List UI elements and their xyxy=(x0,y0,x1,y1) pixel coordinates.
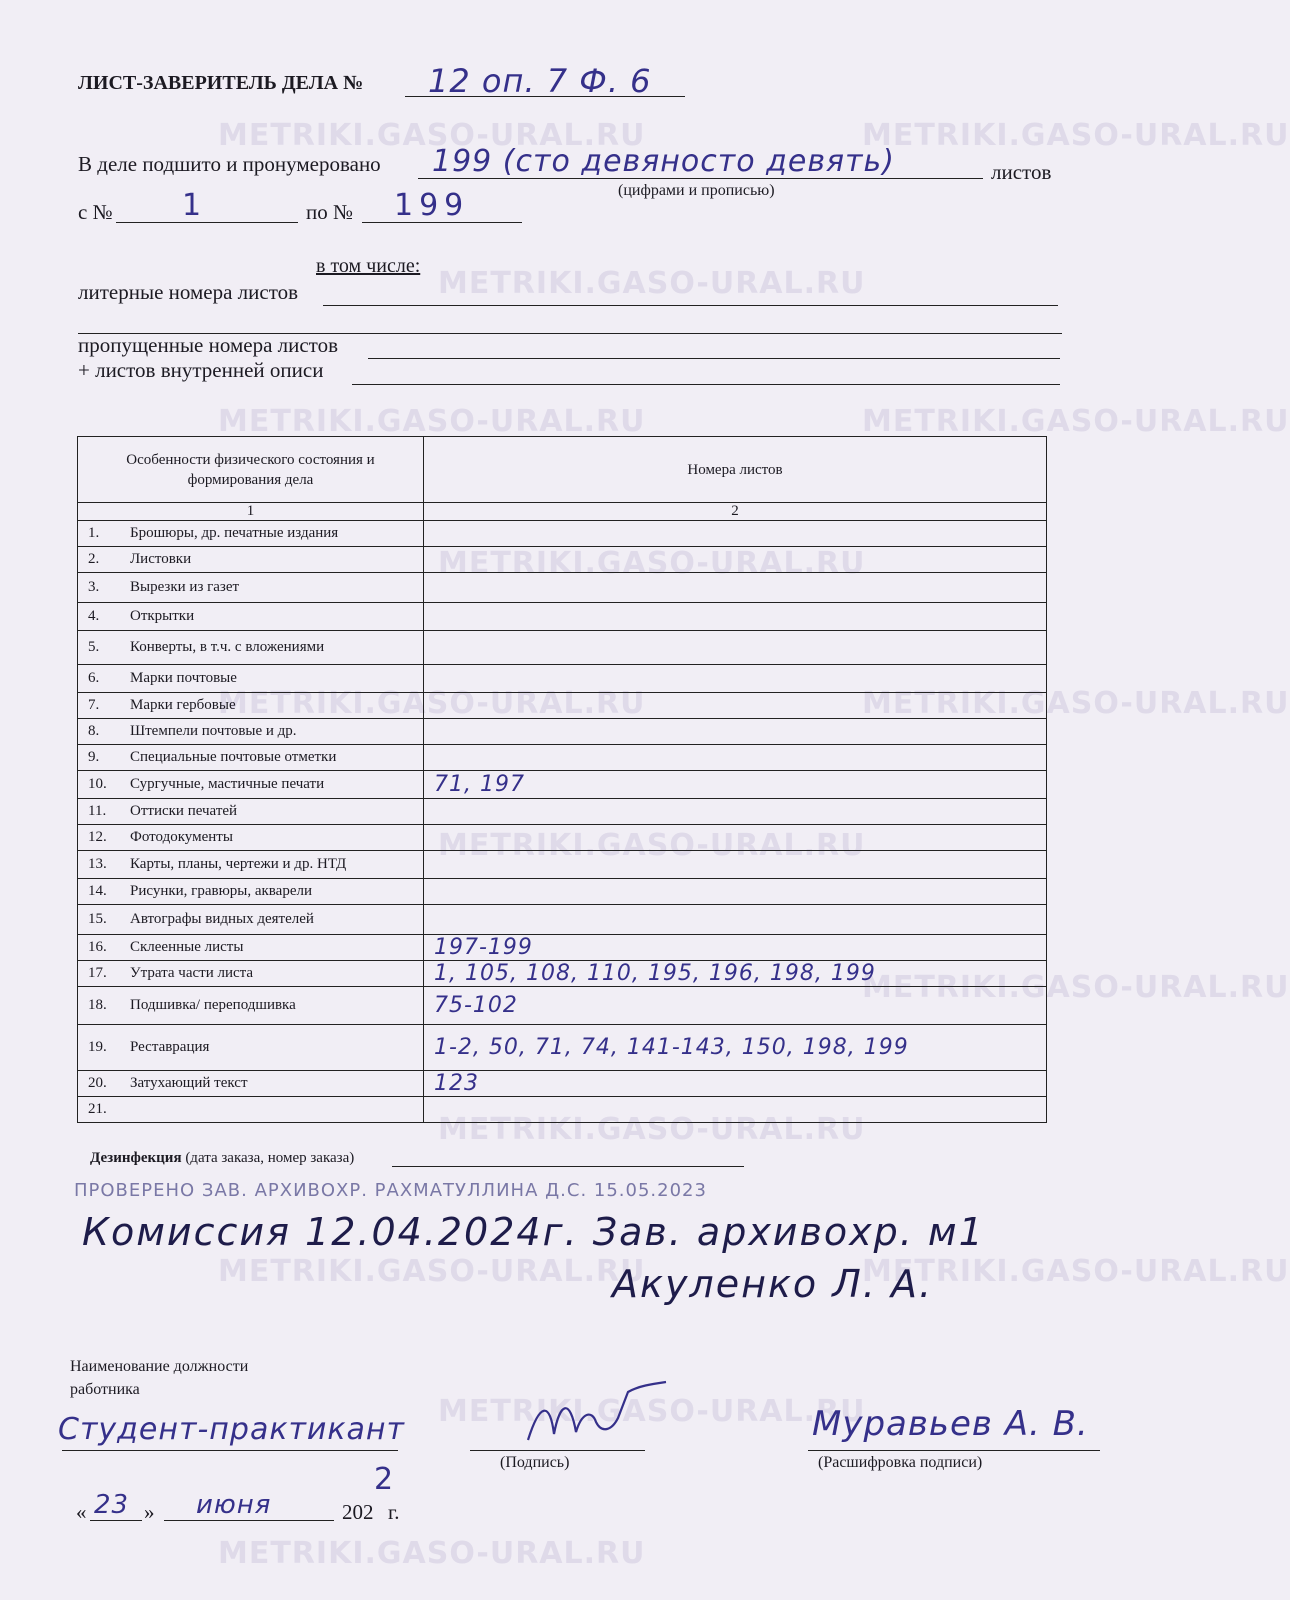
from-label: с № xyxy=(78,200,113,224)
feature-label: Оттиски печатей xyxy=(130,803,238,819)
missing-numbers-label: пропущенные номера листов xyxy=(78,333,338,357)
table-row xyxy=(78,719,1047,745)
feature-label: Склеенные листы xyxy=(130,939,244,955)
date-day-handwritten: 23 xyxy=(94,1490,130,1520)
feature-cell xyxy=(78,693,424,719)
feature-label: Автографы видных деятелей xyxy=(130,911,314,927)
date-day-line xyxy=(90,1520,142,1521)
watermark: METRIKI.GASO-URAL.RU xyxy=(438,546,866,581)
date-month-handwritten: июня xyxy=(196,1490,272,1520)
sheet-numbers-cell xyxy=(424,1071,1047,1097)
feature-cell xyxy=(78,1071,424,1097)
sheet-numbers-handwritten xyxy=(428,575,434,600)
feature-cell xyxy=(78,771,424,799)
feature-cell xyxy=(78,719,424,745)
row-number: 8. xyxy=(88,723,100,739)
sheet-numbers-cell xyxy=(424,905,1047,935)
sheet-numbers-cell xyxy=(424,799,1047,825)
feature-cell xyxy=(78,665,424,693)
row-number: 12. xyxy=(88,829,107,845)
row-number: 20. xyxy=(88,1075,107,1091)
letter-numbers-line xyxy=(323,305,1058,306)
feature-label: Карты, планы, чертежи и др. НТД xyxy=(130,856,347,872)
to-handwritten: 199 xyxy=(394,188,470,223)
watermark: METRIKI.GASO-URAL.RU xyxy=(862,1254,1290,1289)
feature-cell xyxy=(78,851,424,879)
physical-condition-table xyxy=(77,436,1047,1123)
document-title: ЛИСТ-ЗАВЕРИТЕЛЬ ДЕЛА № xyxy=(78,72,364,94)
row-number: 2. xyxy=(88,551,100,567)
row-number: 9. xyxy=(88,749,100,765)
table-row xyxy=(78,547,1047,573)
sheet-numbers-handwritten xyxy=(428,852,434,877)
watermark: METRIKI.GASO-URAL.RU xyxy=(438,1394,866,1429)
watermark: METRIKI.GASO-URAL.RU xyxy=(862,970,1290,1005)
inner-inventory-label: + листов внутренней описи xyxy=(78,358,324,382)
sheet-numbers-handwritten xyxy=(428,1097,434,1122)
table-row xyxy=(78,745,1047,771)
sheet-numbers-cell xyxy=(424,987,1047,1025)
row-number: 17. xyxy=(88,965,107,981)
including-heading: в том числе: xyxy=(316,255,421,277)
sheet-numbers-cell xyxy=(424,573,1047,603)
feature-cell xyxy=(78,573,424,603)
sheet-numbers-cell xyxy=(424,603,1047,631)
sheet-numbers-cell xyxy=(424,631,1047,665)
row-number: 21. xyxy=(88,1101,107,1117)
feature-label: Марки почтовые xyxy=(130,670,237,686)
table-row xyxy=(78,603,1047,631)
sheet-numbers-cell xyxy=(424,935,1047,961)
date-open-quote: « xyxy=(76,1500,87,1524)
feature-cell xyxy=(78,799,424,825)
sheet-numbers-handwritten: 123 xyxy=(434,1071,479,1096)
feature-cell xyxy=(78,1025,424,1071)
watermark: METRIKI.GASO-URAL.RU xyxy=(862,118,1290,153)
feature-cell xyxy=(78,987,424,1025)
sheet-numbers-cell xyxy=(424,693,1047,719)
row-number: 5. xyxy=(88,639,100,655)
row-number: 15. xyxy=(88,911,107,927)
count-value-handwritten: 199 (сто девяносто девять) xyxy=(432,144,895,179)
table-header-row xyxy=(78,437,1047,503)
table-index-row xyxy=(78,503,1047,521)
feature-cell xyxy=(78,825,424,851)
table-row xyxy=(78,693,1047,719)
disinfection-label xyxy=(90,1150,354,1167)
case-number-handwritten: 12 оп. 7 Ф. 6 xyxy=(428,62,652,100)
letter-numbers-label: литерные номера листов xyxy=(78,280,299,304)
count-suffix: листов xyxy=(991,160,1052,184)
table-row xyxy=(78,665,1047,693)
sheet-numbers-cell xyxy=(424,1025,1047,1071)
sheet-numbers-handwritten: 1-2, 50, 71, 74, 141-143, 150, 198, 199 xyxy=(434,1035,909,1060)
row-number: 18. xyxy=(88,997,107,1013)
sheet-numbers-handwritten xyxy=(428,799,434,824)
disinfection-line xyxy=(392,1166,744,1167)
watermark: METRIKI.GASO-URAL.RU xyxy=(218,1254,646,1289)
column-index-1: 1 xyxy=(78,503,424,521)
disinfection-label-rest: (дата заказа, номер заказа) xyxy=(185,1150,355,1166)
position-line xyxy=(62,1450,398,1451)
sheet-numbers-handwritten xyxy=(428,521,434,546)
sheet-numbers-cell xyxy=(424,771,1047,799)
table-row xyxy=(78,771,1047,799)
position-label: Наименование должности работника xyxy=(70,1358,249,1398)
sheet-numbers-cell xyxy=(424,547,1047,573)
feature-label: Вырезки из газет xyxy=(130,579,240,595)
feature-label: Затухающий текст xyxy=(130,1075,248,1091)
row-number: 14. xyxy=(88,883,107,899)
watermark: METRIKI.GASO-URAL.RU xyxy=(218,118,646,153)
sheet-numbers-handwritten xyxy=(428,604,434,629)
row-number: 11. xyxy=(88,803,107,819)
feature-cell xyxy=(78,603,424,631)
signature-mark xyxy=(520,1382,670,1454)
table-row xyxy=(78,825,1047,851)
table-row xyxy=(78,987,1047,1025)
feature-cell xyxy=(78,935,424,961)
row-number: 6. xyxy=(88,670,100,686)
row-number: 19. xyxy=(88,1039,107,1055)
sheet-numbers-cell xyxy=(424,851,1047,879)
commission-note-line1: Комиссия 12.04.2024г. Зав. архивохр. м1 xyxy=(82,1210,985,1254)
disinfection-label-bold: Дезинфекция xyxy=(90,1150,182,1166)
date-close-quote: » xyxy=(144,1500,155,1524)
sheet-numbers-cell xyxy=(424,825,1047,851)
table-row xyxy=(78,521,1047,547)
missing-numbers-line xyxy=(368,358,1060,359)
decode-line xyxy=(808,1450,1100,1451)
pencil-check-note: ПРОВЕРЕНО ЗАВ. АРХИВОХР. РАХМАТУЛЛИНА Д.С. 15.05.2023 xyxy=(74,1180,707,1201)
row-number: 10. xyxy=(88,776,107,792)
sheet-numbers-cell xyxy=(424,961,1047,987)
feature-label: Листовки xyxy=(130,551,192,567)
sheet-numbers-cell xyxy=(424,719,1047,745)
watermark: METRIKI.GASO-URAL.RU xyxy=(438,828,866,863)
sheet-numbers-handwritten xyxy=(428,745,434,770)
date-year-handwritten: 2 xyxy=(374,1462,395,1497)
table-row xyxy=(78,1025,1047,1071)
table-row xyxy=(78,961,1047,987)
inner-inventory-line xyxy=(352,384,1060,385)
feature-label: Марки гербовые xyxy=(130,697,236,713)
watermark: METRIKI.GASO-URAL.RU xyxy=(218,686,646,721)
feature-cell xyxy=(78,521,424,547)
feature-label: Штемпели почтовые и др. xyxy=(130,723,297,739)
signature-label: (Подпись) xyxy=(500,1454,570,1471)
row-number: 3. xyxy=(88,579,100,595)
table-row xyxy=(78,879,1047,905)
sheet-numbers-handwritten: 71, 197 xyxy=(434,772,525,797)
row-number: 1. xyxy=(88,525,100,541)
feature-label: Брошюры, др. печатные издания xyxy=(130,525,339,541)
table-row xyxy=(78,935,1047,961)
row-number: 7. xyxy=(88,697,100,713)
feature-label: Утрата части листа xyxy=(130,965,254,981)
column-header-features: Особенности физического состояния и формирования дела xyxy=(78,437,424,503)
table-row xyxy=(78,851,1047,879)
watermark: METRIKI.GASO-URAL.RU xyxy=(438,1112,866,1147)
feature-cell xyxy=(78,1097,424,1123)
sheet-numbers-handwritten xyxy=(428,666,434,691)
sheet-numbers-handwritten xyxy=(428,693,434,718)
sheet-numbers-handwritten xyxy=(428,635,434,660)
sheet-numbers-handwritten xyxy=(428,825,434,850)
count-prefix: В деле подшито и пронумеровано xyxy=(78,152,381,176)
feature-cell xyxy=(78,905,424,935)
sheet-numbers-cell xyxy=(424,1097,1047,1123)
row-number: 13. xyxy=(88,856,107,872)
column-index-2: 2 xyxy=(424,503,1047,521)
decode-label: (Расшифровка подписи) xyxy=(818,1454,983,1471)
commission-note-line2: Акуленко Л. А. xyxy=(612,1262,934,1306)
watermark: METRIKI.GASO-URAL.RU xyxy=(218,404,646,439)
feature-label: Специальные почтовые отметки xyxy=(130,749,337,765)
feature-cell xyxy=(78,879,424,905)
table-row xyxy=(78,905,1047,935)
feature-label: Реставрация xyxy=(130,1039,210,1055)
feature-label: Открытки xyxy=(130,608,195,624)
watermark: METRIKI.GASO-URAL.RU xyxy=(218,1536,646,1571)
sheet-numbers-handwritten: 75-102 xyxy=(434,993,518,1018)
column-header-sheet-numbers: Номера листов xyxy=(424,437,1047,503)
count-hint: (цифрами и прописью) xyxy=(618,182,775,199)
table-row xyxy=(78,1071,1047,1097)
from-line xyxy=(116,222,298,223)
row-number: 4. xyxy=(88,608,100,624)
sheet-numbers-handwritten: 197-199 xyxy=(434,935,533,960)
date-month-line xyxy=(164,1520,334,1521)
sheet-numbers-cell xyxy=(424,879,1047,905)
sheet-numbers-cell xyxy=(424,745,1047,771)
feature-cell xyxy=(78,745,424,771)
watermark: METRIKI.GASO-URAL.RU xyxy=(862,404,1290,439)
sheet-numbers-cell xyxy=(424,665,1047,693)
sheet-numbers-handwritten: 1, 105, 108, 110, 195, 196, 198, 199 xyxy=(434,961,876,986)
feature-cell xyxy=(78,547,424,573)
sheet-numbers-handwritten xyxy=(428,907,434,932)
position-handwritten: Студент-практикант xyxy=(58,1412,406,1447)
feature-label: Сургучные, мастичные печати xyxy=(130,776,325,792)
sheet-numbers-handwritten xyxy=(428,719,434,744)
table-row xyxy=(78,1097,1047,1123)
sheet-numbers-handwritten xyxy=(428,547,434,572)
feature-label: Подшивка/ переподшивка xyxy=(130,997,296,1013)
sheet-numbers-handwritten xyxy=(428,879,434,904)
to-label: по № xyxy=(306,200,354,224)
date-year-suffix: г. xyxy=(388,1500,400,1524)
table-row xyxy=(78,631,1047,665)
feature-cell xyxy=(78,961,424,987)
decode-handwritten: Муравьев А. В. xyxy=(812,1404,1089,1444)
table-row xyxy=(78,799,1047,825)
sheet-numbers-cell xyxy=(424,521,1047,547)
table-row xyxy=(78,573,1047,603)
from-handwritten: 1 xyxy=(182,188,203,223)
date-year-prefix: 202 xyxy=(342,1500,374,1524)
feature-label: Фотодокументы xyxy=(130,829,233,845)
watermark: METRIKI.GASO-URAL.RU xyxy=(438,266,866,301)
feature-cell xyxy=(78,631,424,665)
row-number: 16. xyxy=(88,939,107,955)
feature-label: Конверты, в т.ч. с вложениями xyxy=(130,639,325,655)
feature-label: Рисунки, гравюры, акварели xyxy=(130,883,313,899)
watermark: METRIKI.GASO-URAL.RU xyxy=(862,686,1290,721)
